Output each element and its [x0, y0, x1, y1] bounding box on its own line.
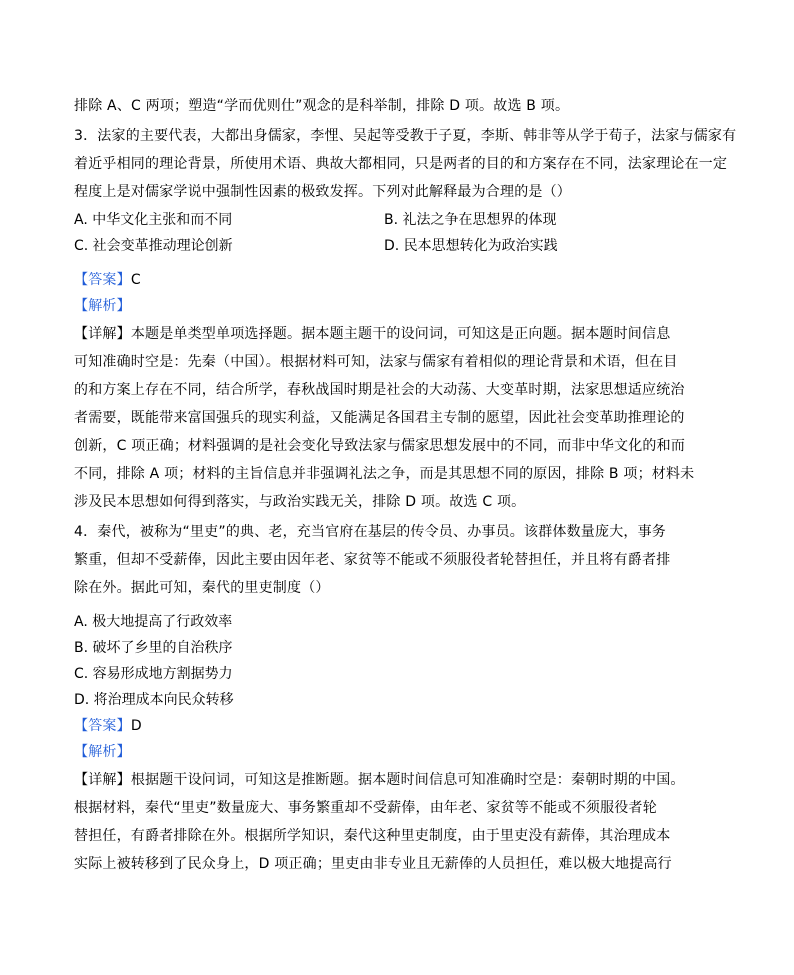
question-3-option-b: B. 礼法之争在思想界的体现	[384, 212, 557, 228]
answer-value: D	[130, 718, 142, 734]
question-3-detail-line: 的和方案上存在不同，结合所学，春秋战国时期是社会的大动荡、大变革时期，法家思想适应统治	[74, 382, 685, 398]
question-4-answer	[74, 716, 142, 736]
question-3-option-c: C. 社会变革推动理论创新	[74, 238, 233, 254]
question-4-option-c: C. 容易形成地方割据势力	[74, 666, 233, 682]
question-3-detail-line: 涉及民本思想如何得到落实，与政治实践无关，排除 D 项。故选 C 项。	[74, 494, 526, 510]
detail-text: 本题是单类型单项选择题。据本题主题干的设问词，可知这是正向题。据本题时间信息	[130, 326, 671, 342]
question-3-detail-line: 者需要，既能带来富国强兵的现实利益，又能满足各国君主专制的愿望，因此社会变革助推理论的	[74, 410, 685, 426]
question-3-option-d: D. 民本思想转化为政治实践	[384, 238, 558, 254]
question-4-detail-line: 根据材料，秦代“里吏”数量庞大、事务繁重却不受薪俸，由年老、家贫等不能或不须服役者轮	[74, 800, 657, 816]
text-line: 排除 A、C 两项；塑造“学而优则仕”观念的是科举制，排除 D 项。故选 B 项。	[74, 98, 570, 114]
question-3-stem-line: 着近乎相同的理论背景，所使用术语、典故大都相同，只是两者的目的和方案存在不同，法家理论在一定	[74, 156, 728, 172]
question-4-detail-line	[74, 770, 685, 790]
analysis-tag: 【解析】	[74, 298, 131, 314]
question-4-option-a: A. 极大地提高了行政效率	[74, 614, 233, 630]
question-3-detail-line	[74, 324, 670, 344]
detail-text: 根据题干设问词，可知这是推断题。据本题时间信息可知准确时空是：秦朝时期的中国。	[130, 772, 685, 788]
answer-tag: 【答案】	[74, 272, 131, 288]
detail-tag: 【详解】	[74, 772, 131, 788]
question-3-answer	[74, 270, 141, 290]
answer-tag: 【答案】	[74, 718, 131, 734]
question-3-stem-line: 程度上是对儒家学说中强制性因素的极致发挥。下列对此解释最为合理的是（）	[74, 184, 571, 200]
question-4-stem-line: 繁重，但却不受薪俸，因此主要由因年老、家贫等不能或不须服役者轮替担任，并且将有爵者排	[74, 552, 671, 568]
question-4-detail-line: 实际上被转移到了民众身上，D 项正确；里吏由非专业且无薪俸的人员担任，难以极大地提高行	[74, 856, 672, 872]
question-4-option-d: D. 将治理成本向民众转移	[74, 692, 234, 708]
question-4-stem-line: 4．秦代，被称为“里吏”的典、老，充当官府在基层的传令员、办事员。该群体数量庞大，事务	[74, 524, 667, 540]
detail-tag: 【详解】	[74, 326, 131, 342]
question-3-detail-line: 创新，C 项正确；材料强调的是社会变化导致法家与儒家思想发展中的不同，而非中华文化的和而	[74, 438, 686, 454]
question-3-detail-line: 可知准确时空是：先秦（中国）。根据材料可知，法家与儒家有着相似的理论背景和术语，但在目	[74, 354, 678, 370]
question-3-detail-line: 不同，排除 A 项；材料的主旨信息并非强调礼法之争，而是其思想不同的原因，排除 B 项；材料未	[74, 466, 695, 482]
answer-value: C	[130, 272, 141, 288]
question-4-analysis-tag	[74, 742, 131, 762]
question-3-option-a: A. 中华文化主张和而不同	[74, 212, 233, 228]
analysis-tag: 【解析】	[74, 744, 131, 760]
question-4-option-b: B. 破坏了乡里的自治秩序	[74, 640, 233, 656]
question-4-stem-line: 除在外。据此可知，秦代的里吏制度（）	[74, 580, 330, 596]
question-4-detail-line: 替担任，有爵者排除在外。根据所学知识，秦代这种里吏制度，由于里吏没有薪俸，其治理成本	[74, 828, 671, 844]
question-3-stem-line: 3．法家的主要代表，大都出身儒家，李悝、吴起等受教于子夏，李斯、韩非等从学于荀子，法家与儒家有	[74, 128, 737, 144]
question-3-analysis-tag	[74, 296, 131, 316]
